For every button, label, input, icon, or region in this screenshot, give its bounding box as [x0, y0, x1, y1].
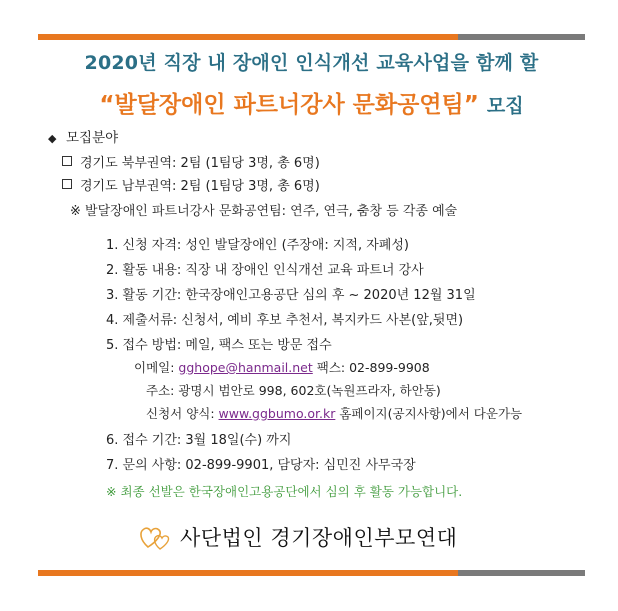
hearts-logo-icon [138, 523, 172, 551]
email-link[interactable]: gghope@hanmail.net [178, 360, 313, 375]
list-item: 6. 접수 기간: 3월 18일(수) 까지 [106, 433, 292, 448]
headline-suffix: 모집 [486, 95, 524, 117]
list-item: 3. 활동 기간: 한국장애인고용공단 심의 후 ~ 2020년 12월 31일 [106, 288, 476, 303]
list-item: 7. 문의 사항: 02-899-9901, 담당자: 심민진 사무국장 [106, 458, 416, 473]
section-note: ※ 발달장애인 파트너강사 문화공연팀: 연주, 연극, 춤창 등 각종 예술 [70, 204, 458, 219]
organization-signature [138, 522, 457, 552]
list-item: 2. 활동 내용: 직장 내 장애인 인식개선 교육 파트너 강사 [106, 263, 424, 278]
checkbox-square-icon [62, 179, 72, 189]
contact-email-fax: 이메일: gghope@hanmail.net 팩스: 02-899-9908 [134, 360, 430, 375]
contact-form: 신청서 양식: www.ggbumo.or.kr 홈페이지(공지사항)에서 다운가능 [146, 406, 523, 421]
region-south: 경기도 남부권역: 2팀 (1팀당 3명, 총 6명) [62, 175, 320, 194]
list-item: 5. 접수 방법: 메일, 팩스 또는 방문 접수 [106, 338, 332, 353]
footnote: ※ 최종 선발은 한국장애인고용공단에서 심의 후 활동 가능합니다. [106, 484, 463, 499]
contact-address: 주소: 광명시 범안로 998, 602호(녹원프라자, 하안동) [146, 383, 441, 398]
checkbox-square-icon [62, 156, 72, 166]
organization-name: 사단법인 경기장애인부모연대 [180, 526, 458, 550]
headline-line2 [38, 86, 585, 119]
headline-highlight: “발달장애인 파트너강사 문화공연팀” [99, 92, 479, 118]
poster-frame [38, 34, 585, 576]
region-north: 경기도 북부권역: 2팀 (1팀당 3명, 총 6명) [62, 152, 320, 171]
top-bar [38, 34, 585, 40]
website-link[interactable]: www.ggbumo.or.kr [218, 406, 336, 421]
headline-line1: 2020년 직장 내 장애인 인식개선 교육사업을 함께 할 [84, 52, 539, 74]
section-heading: ◆ 모집분야 [48, 130, 119, 146]
bottom-bar [38, 570, 585, 576]
list-item: 4. 제출서류: 신청서, 예비 후보 추천서, 복지카드 사본(앞,뒷면) [106, 313, 464, 328]
list-item: 1. 신청 자격: 성인 발달장애인 (주장애: 지적, 자폐성) [106, 238, 409, 253]
diamond-bullet-icon: ◆ [48, 132, 57, 145]
